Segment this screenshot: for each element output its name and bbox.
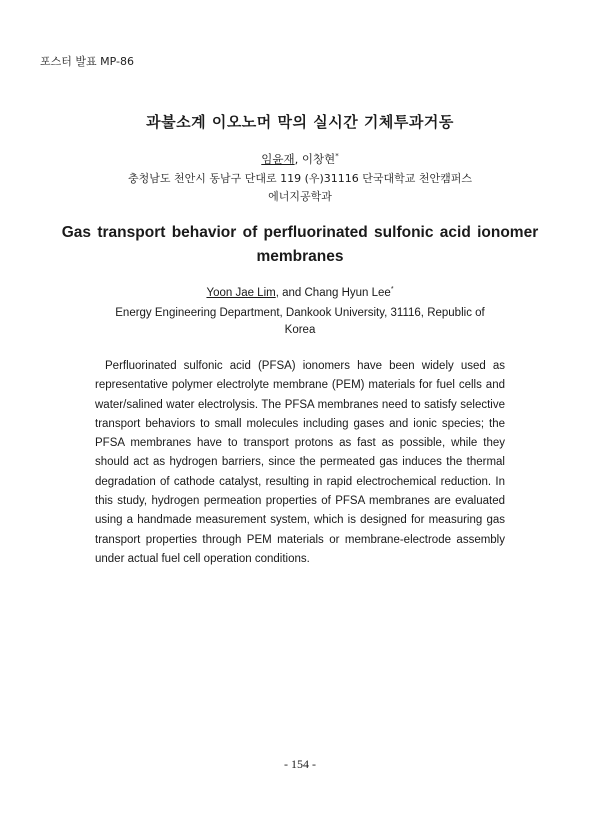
corresponding-mark: * [335, 152, 339, 161]
korean-author-separator: , [294, 152, 302, 166]
english-author-presenter: Yoon Jae Lim [206, 287, 276, 299]
korean-title: 과불소계 이오노머 막의 실시간 기체투과거동 [146, 113, 454, 131]
english-affiliation: Energy Engineering Department, Dankook University, 31116, Republic of Korea [115, 307, 485, 336]
korean-authors [0, 151, 600, 167]
english-authors [0, 287, 600, 299]
korean-author-presenter: 임윤재 [261, 152, 295, 166]
korean-affiliation-line2: 에너지공학과 [268, 190, 332, 203]
korean-author-corresponding: 이창현 [301, 152, 336, 166]
english-author-separator: , and [275, 287, 305, 299]
korean-affiliation [0, 170, 600, 206]
korean-affiliation-line1: 충청남도 천안시 동남구 단대로 119 (우)31116 단국대학교 천안캠퍼스 [127, 172, 473, 185]
corresponding-mark: * [390, 286, 394, 294]
page-number: - 154 - [284, 757, 316, 771]
session-label: 포스터 발표 MP-86 [40, 55, 134, 68]
english-title: Gas transport behavior of perfluorinated sulfonic acid ionomer membranes [61, 224, 539, 265]
english-author-corresponding: Chang Hyun Lee [304, 287, 391, 299]
abstract-text: Perfluorinated sulfonic acid (PFSA) ionomers have been widely used as representative polymer electrolyte membrane (PEM) materials for fuel cells and water/salined water electrolysis. The PFSA membranes need to satisfy selective transport behaviors to small molecules including gases and ionic species; the PFSA membranes have to transport protons as fast as possible, while they should act as hydrogen barriers, since the permeated gas induces the thermal degradation of cathode catalyst, resulting in rapid electrochemical reduction. In this study, hydrogen permeation properties of PFSA membranes are evaluated using a handmade measurement system, which is designed for measuring gas transport properties through PEM materials or membrane-electrode assembly under actual fuel cell operation conditions. [95, 360, 505, 565]
